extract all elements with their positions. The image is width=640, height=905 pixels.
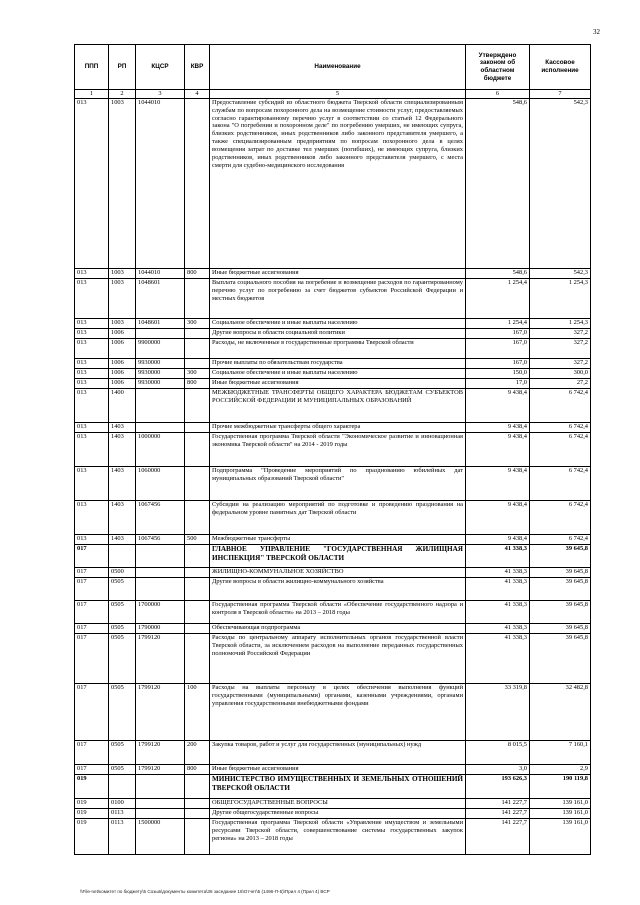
cell-kcsr: 1500000 <box>136 819 185 855</box>
header-kcsr: КЦСР <box>136 45 185 90</box>
cell-kvr <box>185 601 210 624</box>
table-row <box>75 269 591 279</box>
cell-approved: 9 438,4 <box>466 389 530 423</box>
cell-name: Выплата социального пособия на погребение и возмещение расходов по гарантированному перечню услуг по погребению за счет бюджетов субъектов Российской Федерации и местных бюджетов <box>210 279 466 319</box>
page-number: 32 <box>593 28 600 36</box>
cell-rp: 1003 <box>109 279 136 319</box>
index-cell: 4 <box>185 90 210 99</box>
table-body <box>75 99 591 855</box>
footer-file-path: \\File-net\комитет по бюджету\5 Созыв\документы комитета\36 заседание 16\Отчет\5 (1496-П-5)\Прил 4 (Прил 4) ВСР <box>80 889 330 894</box>
cell-cash: 7 160,1 <box>530 741 591 765</box>
cell-ppp: 013 <box>75 501 109 535</box>
cell-name: Расходы по центральному аппарату исполнительных органов государственной власти Тверской области, за исключением расходов на выполнение переданных государственных полномочий Российской Федерации <box>210 634 466 684</box>
cell-rp: 0505 <box>109 624 136 634</box>
cell-kvr <box>185 819 210 855</box>
cell-name: Предоставление субсидий из областного бюджета Тверской области специализированным службам по вопросам похоронного дела на возмещение стоимости услуг, предоставляемых согласно гарантированному перечню услуг в соответствии со статьей 12 Федерального закона "О погребении и похоронном деле" по погребению умерших, не имеющих супруга, близких родственников, иных родственников либо законного представителя умершего, а также специализированным предприятиям по вопросам похоронного дела в целях возмещения затрат по доставке тел умерших (погибших), не имеющих супруга, близких родственников, иных родственников либо законного представителя умершего, с места смерти для судебно-медицинского исследования <box>210 99 466 269</box>
table-row <box>75 601 591 624</box>
header-row <box>75 45 591 90</box>
cell-ppp: 013 <box>75 329 109 339</box>
cell-cash: 190 119,8 <box>530 775 591 799</box>
cell-cash: 542,3 <box>530 99 591 269</box>
cell-approved: 8 015,5 <box>466 741 530 765</box>
cell-approved: 548,6 <box>466 99 530 269</box>
cell-kcsr <box>136 423 185 433</box>
cell-kvr <box>185 359 210 369</box>
cell-name: Другие вопросы в области социальной политики <box>210 329 466 339</box>
cell-kcsr: 1048601 <box>136 279 185 319</box>
cell-name: Расходы, не включенные в государственные программы Тверской области <box>210 339 466 359</box>
cell-name: Другие вопросы в области жилищно-коммунального хозяйства <box>210 578 466 601</box>
cell-kcsr: 9930000 <box>136 379 185 389</box>
cell-kcsr: 9930000 <box>136 369 185 379</box>
index-cell: 1 <box>75 90 109 99</box>
cell-kvr <box>185 775 210 799</box>
cell-kcsr <box>136 389 185 423</box>
cell-ppp: 013 <box>75 379 109 389</box>
cell-kvr: 100 <box>185 684 210 741</box>
table-row <box>75 423 591 433</box>
cell-ppp: 017 <box>75 568 109 578</box>
table-row <box>75 369 591 379</box>
header-rp: РП <box>109 45 136 90</box>
cell-cash: 32 482,8 <box>530 684 591 741</box>
cell-ppp: 019 <box>75 799 109 809</box>
cell-kcsr: 1700000 <box>136 601 185 624</box>
cell-cash: 39 645,8 <box>530 568 591 578</box>
cell-kcsr: 1060000 <box>136 467 185 501</box>
table-row <box>75 501 591 535</box>
cell-name: Закупка товаров, работ и услуг для государственных (муниципальных) нужд <box>210 741 466 765</box>
cell-name: Социальное обеспечение и иные выплаты населению <box>210 319 466 329</box>
cell-approved: 150,0 <box>466 369 530 379</box>
cell-cash: 39 645,8 <box>530 545 591 568</box>
cell-name: Межбюджетные трансферты <box>210 535 466 545</box>
table-row <box>75 741 591 765</box>
cell-ppp: 019 <box>75 775 109 799</box>
cell-approved: 33 319,8 <box>466 684 530 741</box>
cell-cash: 327,2 <box>530 359 591 369</box>
cell-cash: 6 742,4 <box>530 467 591 501</box>
cell-kvr <box>185 467 210 501</box>
cell-ppp: 013 <box>75 423 109 433</box>
cell-name: Подпрограмма "Проведение мероприятий по празднованию юбилейных дат муниципальных образований Тверской области" <box>210 467 466 501</box>
table-row <box>75 467 591 501</box>
table-row <box>75 329 591 339</box>
cell-name: Государственная программа Тверской области «Управление имуществом и земельными ресурсами Тверской области, совершенствование системы государственных закупок региона» на 2013 – 2018 годы <box>210 819 466 855</box>
cell-name: Государственная программа Тверской области "Экономическое развитие и инновационная экономика Тверской области" на 2014 - 2019 годы <box>210 433 466 467</box>
table-row <box>75 624 591 634</box>
cell-cash: 139 161,0 <box>530 819 591 855</box>
cell-name: ГЛАВНОЕ УПРАВЛЕНИЕ "ГОСУДАРСТВЕННАЯ ЖИЛИЩНАЯ ИНСПЕКЦИЯ" ТВЕРСКОЙ ОБЛАСТИ <box>210 545 466 568</box>
cell-approved: 9 438,4 <box>466 467 530 501</box>
cell-approved: 167,0 <box>466 329 530 339</box>
cell-cash: 139 161,0 <box>530 799 591 809</box>
cell-name: Расходы на выплаты персоналу в целях обеспечения выполнения функций государственными (муниципальными) органами, казенными учреждениями, органами управления государственными внебюджетными фондами <box>210 684 466 741</box>
cell-rp: 0505 <box>109 634 136 684</box>
cell-cash: 327,2 <box>530 339 591 359</box>
index-cell: 7 <box>530 90 591 99</box>
cell-approved: 548,6 <box>466 269 530 279</box>
cell-ppp: 019 <box>75 819 109 855</box>
cell-kcsr: 1790000 <box>136 624 185 634</box>
cell-kcsr: 1067456 <box>136 501 185 535</box>
table-row <box>75 819 591 855</box>
cell-approved: 141 227,7 <box>466 799 530 809</box>
cell-name: Другие общегосударственные вопросы <box>210 809 466 819</box>
cell-rp: 0500 <box>109 568 136 578</box>
cell-kcsr: 1799120 <box>136 684 185 741</box>
cell-ppp: 013 <box>75 369 109 379</box>
header-name: Наименование <box>210 45 466 90</box>
cell-ppp: 019 <box>75 809 109 819</box>
cell-rp: 1403 <box>109 423 136 433</box>
cell-name: Иные бюджетные ассигнования <box>210 379 466 389</box>
cell-name: Прочие выплаты по обязательствам государства <box>210 359 466 369</box>
cell-kcsr: 1044010 <box>136 99 185 269</box>
cell-rp: 1403 <box>109 535 136 545</box>
cell-approved: 1 254,4 <box>466 279 530 319</box>
cell-cash: 6 742,4 <box>530 389 591 423</box>
column-index-row <box>75 90 591 99</box>
cell-rp: 1403 <box>109 433 136 467</box>
cell-approved: 41 338,3 <box>466 601 530 624</box>
cell-ppp: 017 <box>75 578 109 601</box>
cell-kvr: 800 <box>185 379 210 389</box>
table-row <box>75 545 591 568</box>
cell-cash: 39 645,8 <box>530 634 591 684</box>
cell-rp <box>109 775 136 799</box>
cell-name: ЖИЛИЩНО-КОММУНАЛЬНОЕ ХОЗЯЙСТВО <box>210 568 466 578</box>
cell-ppp: 013 <box>75 269 109 279</box>
cell-rp: 1006 <box>109 379 136 389</box>
cell-rp: 1006 <box>109 329 136 339</box>
cell-kvr <box>185 799 210 809</box>
cell-rp: 1006 <box>109 369 136 379</box>
cell-ppp: 013 <box>75 467 109 501</box>
cell-name: Иные бюджетные ассигнования <box>210 269 466 279</box>
cell-ppp: 013 <box>75 279 109 319</box>
table-row <box>75 535 591 545</box>
cell-ppp: 013 <box>75 535 109 545</box>
cell-cash: 6 742,4 <box>530 423 591 433</box>
header-cash: Кассовое исполнение <box>530 45 591 90</box>
cell-name: Обеспечивающая подпрограмма <box>210 624 466 634</box>
table-row <box>75 634 591 684</box>
index-cell: 3 <box>136 90 185 99</box>
cell-kvr: 200 <box>185 741 210 765</box>
cell-kvr: 800 <box>185 269 210 279</box>
cell-cash: 327,2 <box>530 329 591 339</box>
cell-rp: 1006 <box>109 339 136 359</box>
table-row <box>75 359 591 369</box>
cell-cash: 139 161,0 <box>530 809 591 819</box>
table-row <box>75 389 591 423</box>
table-row <box>75 339 591 359</box>
cell-kcsr <box>136 578 185 601</box>
table-row <box>75 279 591 319</box>
index-cell: 5 <box>210 90 466 99</box>
cell-kvr: 300 <box>185 369 210 379</box>
cell-ppp: 013 <box>75 99 109 269</box>
cell-ppp: 017 <box>75 684 109 741</box>
cell-cash: 6 742,4 <box>530 433 591 467</box>
index-cell: 6 <box>466 90 530 99</box>
cell-ppp: 013 <box>75 433 109 467</box>
cell-cash: 300,0 <box>530 369 591 379</box>
table-row <box>75 99 591 269</box>
cell-kvr <box>185 389 210 423</box>
cell-rp: 1003 <box>109 319 136 329</box>
cell-rp: 0100 <box>109 799 136 809</box>
cell-approved: 141 227,7 <box>466 819 530 855</box>
cell-kvr <box>185 279 210 319</box>
budget-table <box>74 44 591 855</box>
cell-kvr <box>185 433 210 467</box>
cell-ppp: 017 <box>75 741 109 765</box>
cell-kvr: 500 <box>185 535 210 545</box>
cell-cash: 6 742,4 <box>530 501 591 535</box>
cell-ppp: 013 <box>75 389 109 423</box>
table-row <box>75 775 591 799</box>
cell-cash: 1 254,3 <box>530 279 591 319</box>
cell-approved: 9 438,4 <box>466 501 530 535</box>
cell-kvr <box>185 423 210 433</box>
index-cell: 2 <box>109 90 136 99</box>
cell-name: Социальное обеспечение и иные выплаты населению <box>210 369 466 379</box>
cell-approved: 41 338,3 <box>466 578 530 601</box>
cell-rp: 0113 <box>109 819 136 855</box>
cell-name: МИНИСТЕРСТВО ИМУЩЕСТВЕННЫХ И ЗЕМЕЛЬНЫХ ОТНОШЕНИЙ ТВЕРСКОЙ ОБЛАСТИ <box>210 775 466 799</box>
table-row <box>75 379 591 389</box>
cell-approved: 193 626,3 <box>466 775 530 799</box>
table-row <box>75 319 591 329</box>
cell-ppp: 017 <box>75 624 109 634</box>
table-row <box>75 799 591 809</box>
cell-kvr: 800 <box>185 765 210 775</box>
cell-rp: 0505 <box>109 765 136 775</box>
cell-cash: 39 645,8 <box>530 578 591 601</box>
cell-cash: 542,3 <box>530 269 591 279</box>
cell-rp: 0505 <box>109 684 136 741</box>
cell-kvr <box>185 634 210 684</box>
cell-approved: 9 438,4 <box>466 433 530 467</box>
cell-approved: 3,0 <box>466 765 530 775</box>
cell-kcsr: 1067456 <box>136 535 185 545</box>
cell-kcsr: 1799120 <box>136 765 185 775</box>
cell-approved: 41 338,3 <box>466 568 530 578</box>
cell-kcsr <box>136 809 185 819</box>
cell-rp: 0505 <box>109 741 136 765</box>
cell-approved: 1 254,4 <box>466 319 530 329</box>
cell-rp: 1006 <box>109 359 136 369</box>
cell-ppp: 017 <box>75 545 109 568</box>
cell-approved: 41 338,3 <box>466 634 530 684</box>
cell-ppp: 017 <box>75 765 109 775</box>
cell-kvr <box>185 339 210 359</box>
cell-approved: 167,0 <box>466 339 530 359</box>
cell-rp: 0505 <box>109 601 136 624</box>
cell-kcsr <box>136 329 185 339</box>
cell-ppp: 017 <box>75 634 109 684</box>
table-row <box>75 433 591 467</box>
cell-ppp: 013 <box>75 359 109 369</box>
cell-kvr <box>185 545 210 568</box>
cell-kvr <box>185 809 210 819</box>
cell-cash: 39 645,8 <box>530 601 591 624</box>
cell-cash: 2,9 <box>530 765 591 775</box>
cell-kcsr: 9900000 <box>136 339 185 359</box>
cell-ppp: 013 <box>75 319 109 329</box>
cell-kcsr <box>136 799 185 809</box>
cell-kcsr: 1048601 <box>136 319 185 329</box>
header-ppp: ППП <box>75 45 109 90</box>
cell-kcsr: 1799120 <box>136 634 185 684</box>
cell-kcsr <box>136 568 185 578</box>
header-kvr: КВР <box>185 45 210 90</box>
cell-approved: 167,0 <box>466 359 530 369</box>
cell-kcsr: 1000000 <box>136 433 185 467</box>
cell-kvr <box>185 99 210 269</box>
cell-rp: 1403 <box>109 467 136 501</box>
table-row <box>75 809 591 819</box>
cell-approved: 9 438,4 <box>466 535 530 545</box>
cell-approved: 41 338,3 <box>466 545 530 568</box>
cell-kvr <box>185 624 210 634</box>
cell-kvr <box>185 578 210 601</box>
cell-approved: 41 338,3 <box>466 624 530 634</box>
cell-rp: 1400 <box>109 389 136 423</box>
table-row <box>75 568 591 578</box>
cell-rp: 1003 <box>109 99 136 269</box>
cell-ppp: 017 <box>75 601 109 624</box>
cell-name: МЕЖБЮДЖЕТНЫЕ ТРАНСФЕРТЫ ОБЩЕГО ХАРАКТЕРА БЮДЖЕТАМ СУБЪЕКТОВ РОССИЙСКОЙ ФЕДЕРАЦИИ И МУНИЦИПАЛЬНЫХ ОБРАЗОВАНИЙ <box>210 389 466 423</box>
cell-kcsr: 1044010 <box>136 269 185 279</box>
cell-approved: 9 438,4 <box>466 423 530 433</box>
table-row <box>75 765 591 775</box>
cell-rp: 0505 <box>109 578 136 601</box>
cell-kcsr: 1799120 <box>136 741 185 765</box>
cell-rp: 1003 <box>109 269 136 279</box>
cell-cash: 1 254,3 <box>530 319 591 329</box>
cell-kvr <box>185 329 210 339</box>
cell-rp <box>109 545 136 568</box>
cell-kcsr <box>136 545 185 568</box>
cell-name: Иные бюджетные ассигнования <box>210 765 466 775</box>
cell-approved: 17,0 <box>466 379 530 389</box>
header-approved: Утверждено законом об областном бюджете <box>466 45 530 90</box>
cell-name: Субсидии на реализацию мероприятий по подготовке и проведению празднования на федеральном уровне памятных дат Тверской области <box>210 501 466 535</box>
cell-name: ОБЩЕГОСУДАРСТВЕННЫЕ ВОПРОСЫ <box>210 799 466 809</box>
cell-ppp: 013 <box>75 339 109 359</box>
cell-approved: 141 227,7 <box>466 809 530 819</box>
cell-kcsr: 9930000 <box>136 359 185 369</box>
cell-kvr: 300 <box>185 319 210 329</box>
cell-rp: 0113 <box>109 809 136 819</box>
cell-cash: 39 645,8 <box>530 624 591 634</box>
cell-name: Прочие межбюджетные трансферты общего характера <box>210 423 466 433</box>
table-row <box>75 684 591 741</box>
cell-kcsr <box>136 775 185 799</box>
table-row <box>75 578 591 601</box>
cell-kvr <box>185 501 210 535</box>
cell-kvr <box>185 568 210 578</box>
cell-name: Государственная программа Тверской области «Обеспечение государственного надзора и контроля в Тверской области» на 2013 – 2018 годы <box>210 601 466 624</box>
cell-cash: 27,2 <box>530 379 591 389</box>
cell-rp: 1403 <box>109 501 136 535</box>
cell-cash: 6 742,4 <box>530 535 591 545</box>
